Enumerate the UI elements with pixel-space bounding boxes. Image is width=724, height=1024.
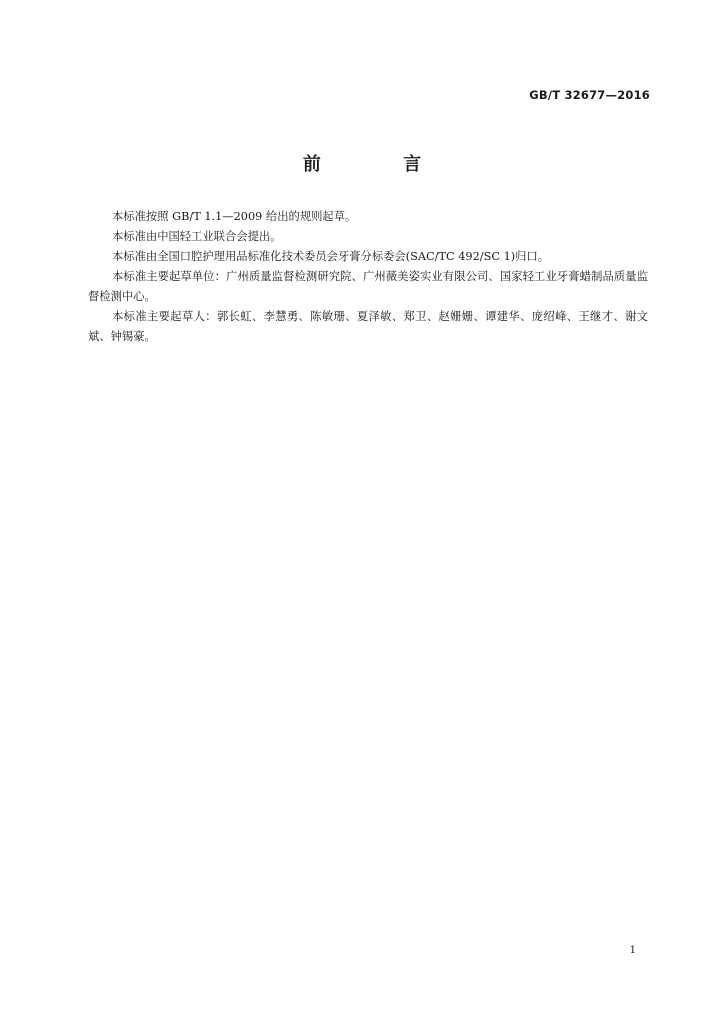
paragraph-drafting-organizations: 本标准主要起草单位：广州质量监督检测研究院、广州薇美姿实业有限公司、国家轻工业牙膏蜡制品质量监督检测中心。: [88, 270, 648, 303]
section-title: 前 言: [302, 154, 460, 175]
paragraph-drafters: 本标准主要起草人：郭长虹、李慧勇、陈敏珊、夏泽敏、郑卫、赵姗姗、谭建华、庞绍峰、王继才、谢文斌、钟锡豪。: [88, 310, 648, 343]
paragraph-proposed-by: 本标准由中国轻工业联合会提出。: [112, 230, 282, 243]
standard-code: GB/T 32677—2016: [529, 88, 650, 102]
page-number: 1: [629, 945, 636, 956]
paragraph-drafting-rules: 本标准按照 GB/T 1.1—2009 给出的规则起草。: [112, 210, 357, 223]
paragraph-under-jurisdiction: 本标准由全国口腔护理用品标准化技术委员会牙膏分标委会(SAC/TC 492/SC 1)归口。: [112, 250, 550, 263]
foreword-body: [88, 207, 648, 347]
